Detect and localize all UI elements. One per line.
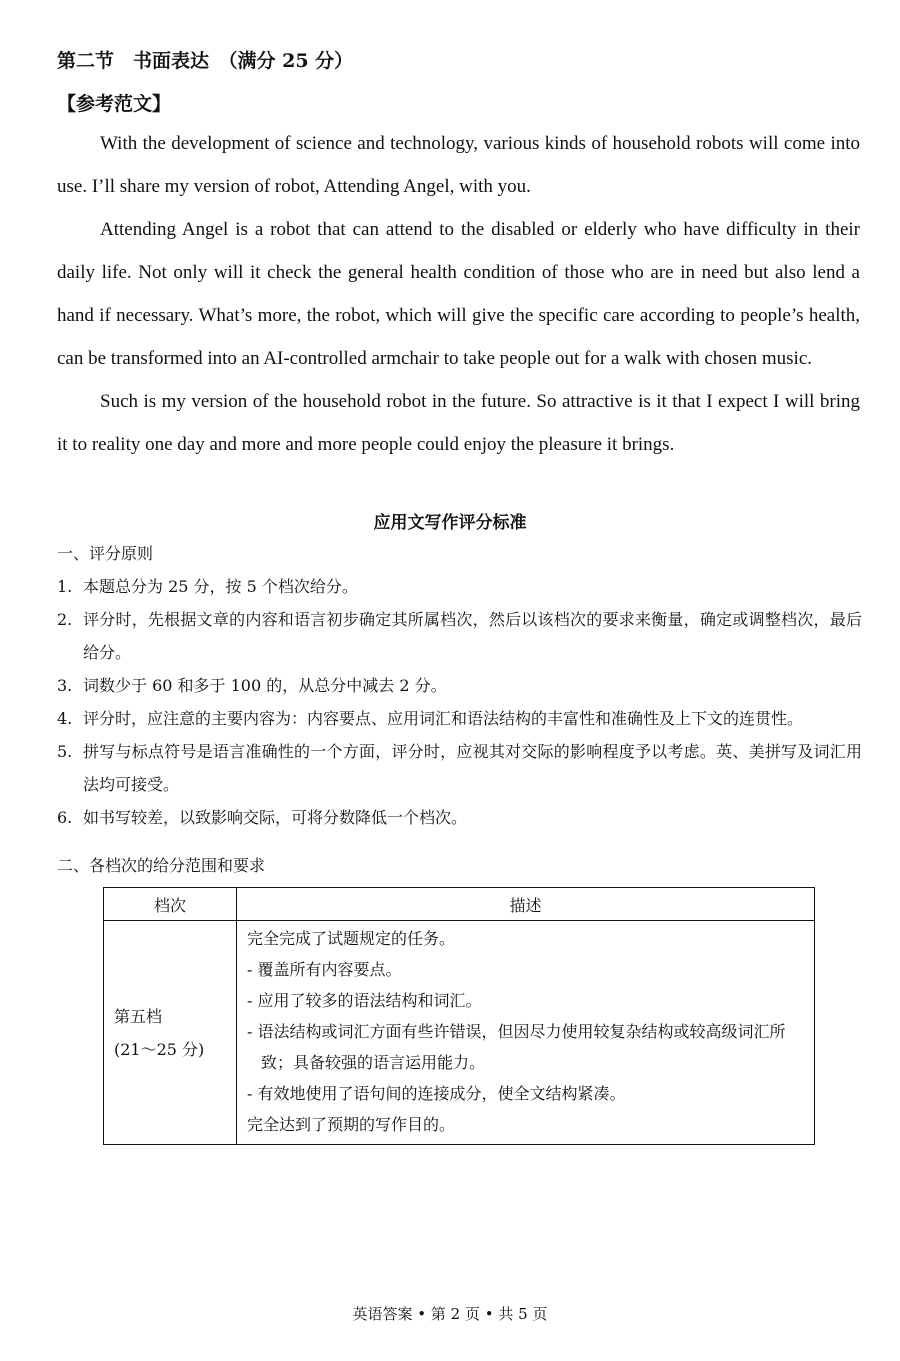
reference-essay — [57, 122, 860, 466]
essay-paragraph: Such is my version of the household robot in the future. So attractive is it that I expect I will bring it to reality one day and more and more people could enjoy the pleasure it brings. — [57, 391, 860, 455]
column-header-description: 描述 — [237, 888, 815, 921]
principle-text: 本题总分为 25 分，按 5 个档次给分。 — [83, 577, 358, 596]
principle-item — [57, 603, 862, 669]
principle-number: 2. — [57, 610, 73, 629]
description-bullet: - 应用了较多的语法结构和词汇。 — [247, 991, 482, 1010]
description-bullet: - 覆盖所有内容要点。 — [247, 960, 402, 979]
column-header-level: 档次 — [104, 888, 237, 921]
principle-item — [57, 669, 862, 702]
band-description-cell — [237, 921, 815, 1145]
table-header-row — [104, 888, 815, 921]
principle-text: 评分时，应注意的主要内容为：内容要点、应用词汇和语法结构的丰富性和准确性及上下文的连贯性。 — [83, 709, 804, 728]
principle-item — [57, 801, 862, 834]
band-level-cell — [104, 921, 237, 1145]
principle-number: 6. — [57, 808, 73, 827]
principle-number: 4. — [57, 709, 73, 728]
page-footer: 英语答案 • 第 2 页 • 共 5 页 — [352, 1305, 548, 1323]
principle-text: 词数少于 60 和多于 100 的，从总分中减去 2 分。 — [83, 676, 447, 695]
principle-item — [57, 735, 862, 801]
description-line: 完全达到了预期的写作目的。 — [247, 1115, 456, 1134]
principle-number: 3. — [57, 676, 73, 695]
bands-heading: 二、各档次的给分范围和要求 — [57, 856, 266, 875]
rubric-title: 应用文写作评分标准 — [373, 513, 527, 533]
principles-heading: 一、评分原则 — [57, 544, 154, 563]
principle-text: 如书写较差，以致影响交际，可将分数降低一个档次。 — [83, 808, 468, 827]
principle-number: 5. — [57, 742, 73, 761]
principle-text: 评分时，先根据文章的内容和语言初步确定其所属档次，然后以该档次的要求来衡量，确定或调整档次，最后给分。 — [83, 610, 862, 662]
band-level-range: (21～25 分) — [114, 1039, 205, 1059]
description-bullet: - 语法结构或词汇方面有些许错误，但因尽力使用较复杂结构或较高级词汇所致；具备较强的语言运用能力。 — [247, 1022, 786, 1072]
scoring-bands-table — [103, 887, 815, 1145]
band-level-name: 第五档 — [114, 1006, 163, 1026]
essay-paragraph: Attending Angel is a robot that can attend to the disabled or elderly who have difficulty in their daily life. Not only will it check the general health condition of those who are in need but also lend a hand if necessary. What’s more, the robot, which will give the specific care according to people’s health, can be transformed into an AI-controlled armchair to take people out for a walk with chosen music. — [57, 219, 860, 369]
principles-list — [57, 570, 862, 834]
reference-heading: 【参考范文】 — [57, 93, 172, 115]
principle-item — [57, 702, 862, 735]
essay-paragraph: With the development of science and technology, various kinds of household robots will come into use. I’ll share my version of robot, Attending Angel, with you. — [57, 133, 860, 197]
principle-item — [57, 570, 862, 603]
section-heading: 第二节 书面表达 （满分 25 分） — [57, 50, 354, 72]
scoring-principles — [57, 537, 862, 834]
description-line: 完全完成了试题规定的任务。 — [247, 929, 456, 948]
principle-text: 拼写与标点符号是语言准确性的一个方面，评分时，应视其对交际的影响程度予以考虑。英、美拼写及词汇用法均可接受。 — [83, 742, 862, 794]
table-row — [104, 921, 815, 1145]
principle-number: 1. — [57, 577, 73, 596]
description-bullet: - 有效地使用了语句间的连接成分，使全文结构紧凑。 — [247, 1084, 626, 1103]
